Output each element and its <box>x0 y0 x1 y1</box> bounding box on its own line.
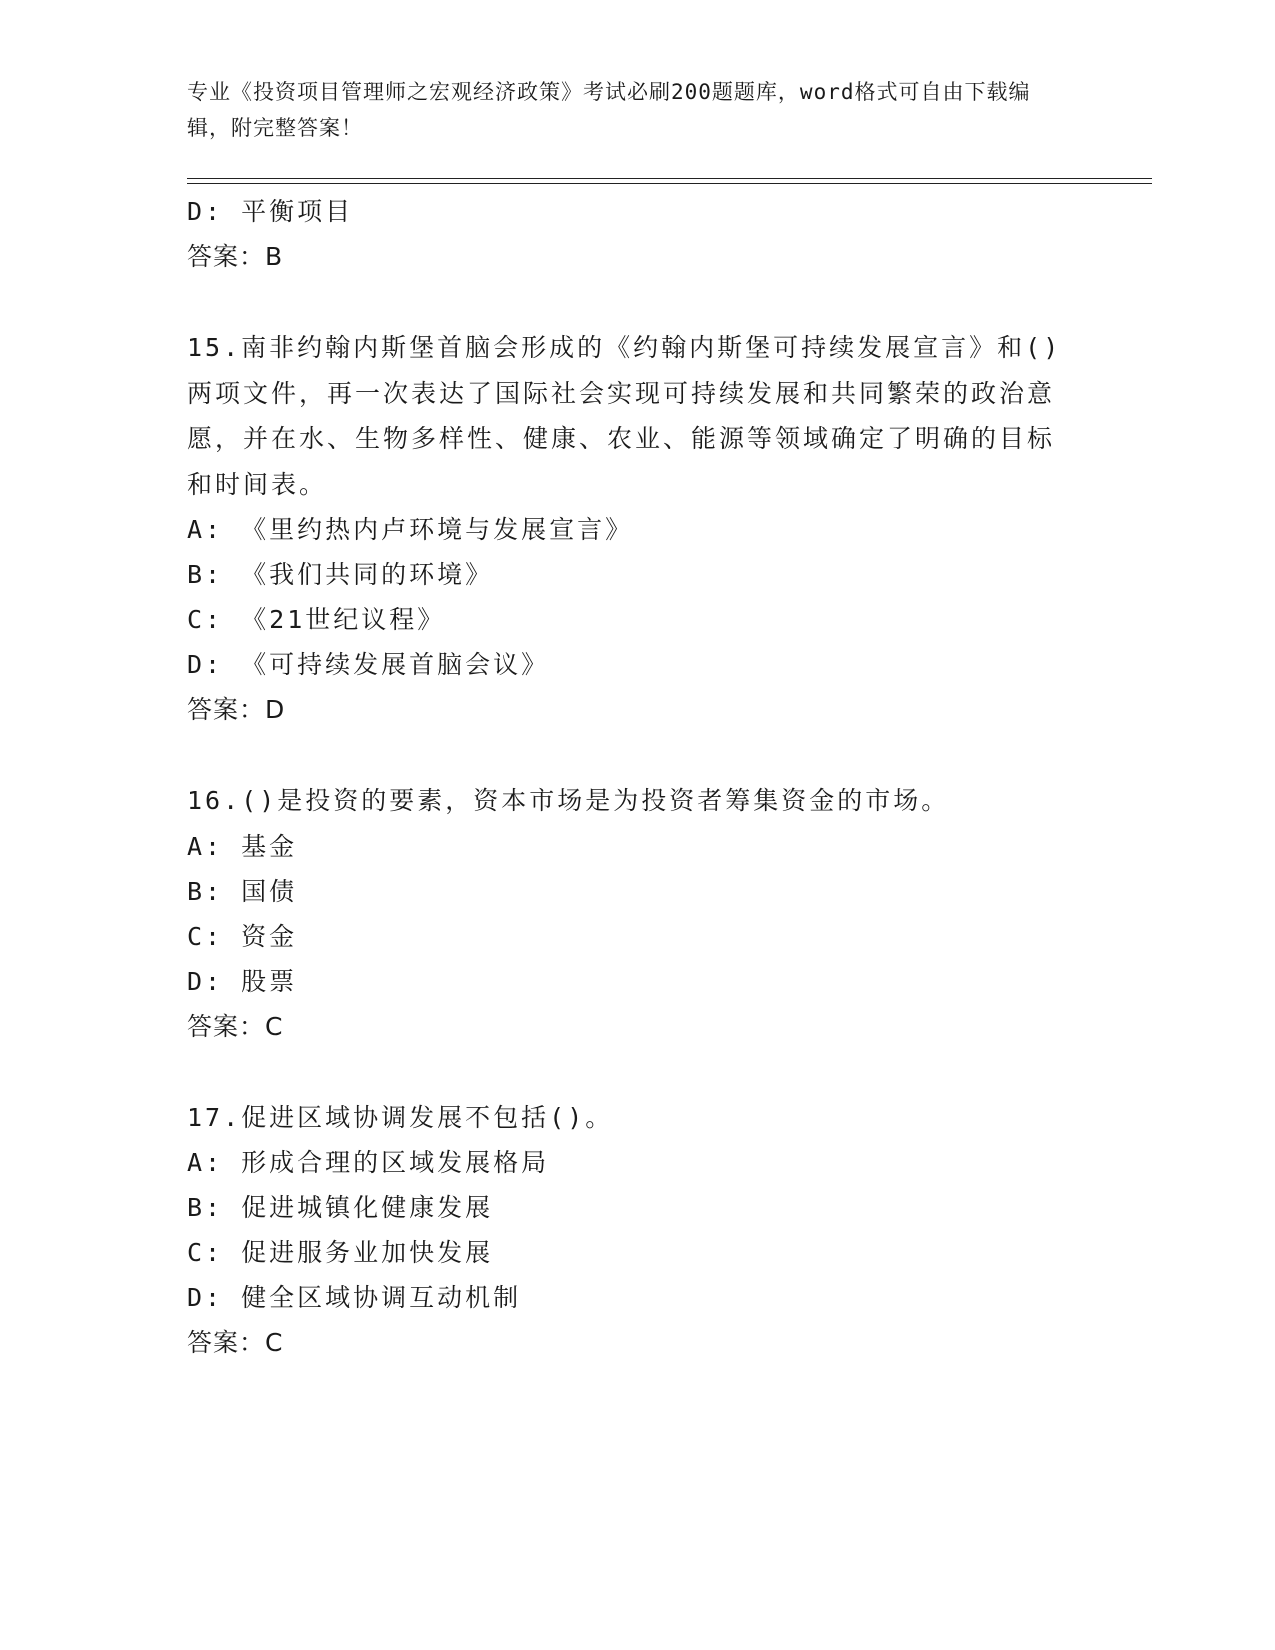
carryover-answer: 答案：B <box>187 242 284 271</box>
question-text: 16.()是投资的要素，资本市场是为投资者筹集资金的市场。 <box>187 786 950 815</box>
question-text: 15.南非约翰内斯堡首脑会形成的《约翰内斯堡可持续发展宣言》和()两项文件，再一次表达了国际社会实现可持续发展和共同繁荣的政治意愿，并在水、生物多样性、健康、农业、能源等领域确定了明确的目标和时间表。 <box>187 333 1062 499</box>
header-divider <box>187 178 1152 184</box>
option-b: B: 促进城镇化健康发展 <box>187 1193 494 1222</box>
option-c: C: 《21世纪议程》 <box>187 605 446 634</box>
question-16 <box>187 778 1067 1050</box>
spacer <box>187 733 1067 778</box>
question-15 <box>187 325 1067 733</box>
option-a: A: 《里约热内卢环境与发展宣言》 <box>187 515 634 544</box>
spacer <box>187 280 1067 325</box>
option-b: B: 《我们共同的环境》 <box>187 560 494 589</box>
question-list <box>187 189 1067 1366</box>
option-a: A: 基金 <box>187 831 298 861</box>
option-a: A: 形成合理的区域发展格局 <box>187 1148 550 1177</box>
option-c: C: 促进服务业加快发展 <box>187 1238 494 1267</box>
option-c: C: 资金 <box>187 921 298 951</box>
option-b: B: 国债 <box>187 876 298 906</box>
question-text: 17.促进区域协调发展不包括()。 <box>187 1102 614 1132</box>
document-header: 专业《投资项目管理师之宏观经济政策》考试必刷200题题库，word格式可自由下载编辑，附完整答案！ <box>187 80 1031 140</box>
option-d: D: 健全区域协调互动机制 <box>187 1283 522 1312</box>
answer: 答案：D <box>187 695 286 724</box>
spacer <box>187 1050 1067 1095</box>
question-17 <box>187 1095 1067 1367</box>
carryover-option-d: D: 平衡项目 <box>187 197 354 226</box>
option-d: D: 《可持续发展首脑会议》 <box>187 650 550 679</box>
answer: 答案：C <box>187 1011 284 1041</box>
option-d: D: 股票 <box>187 966 298 996</box>
answer: 答案：C <box>187 1328 284 1357</box>
